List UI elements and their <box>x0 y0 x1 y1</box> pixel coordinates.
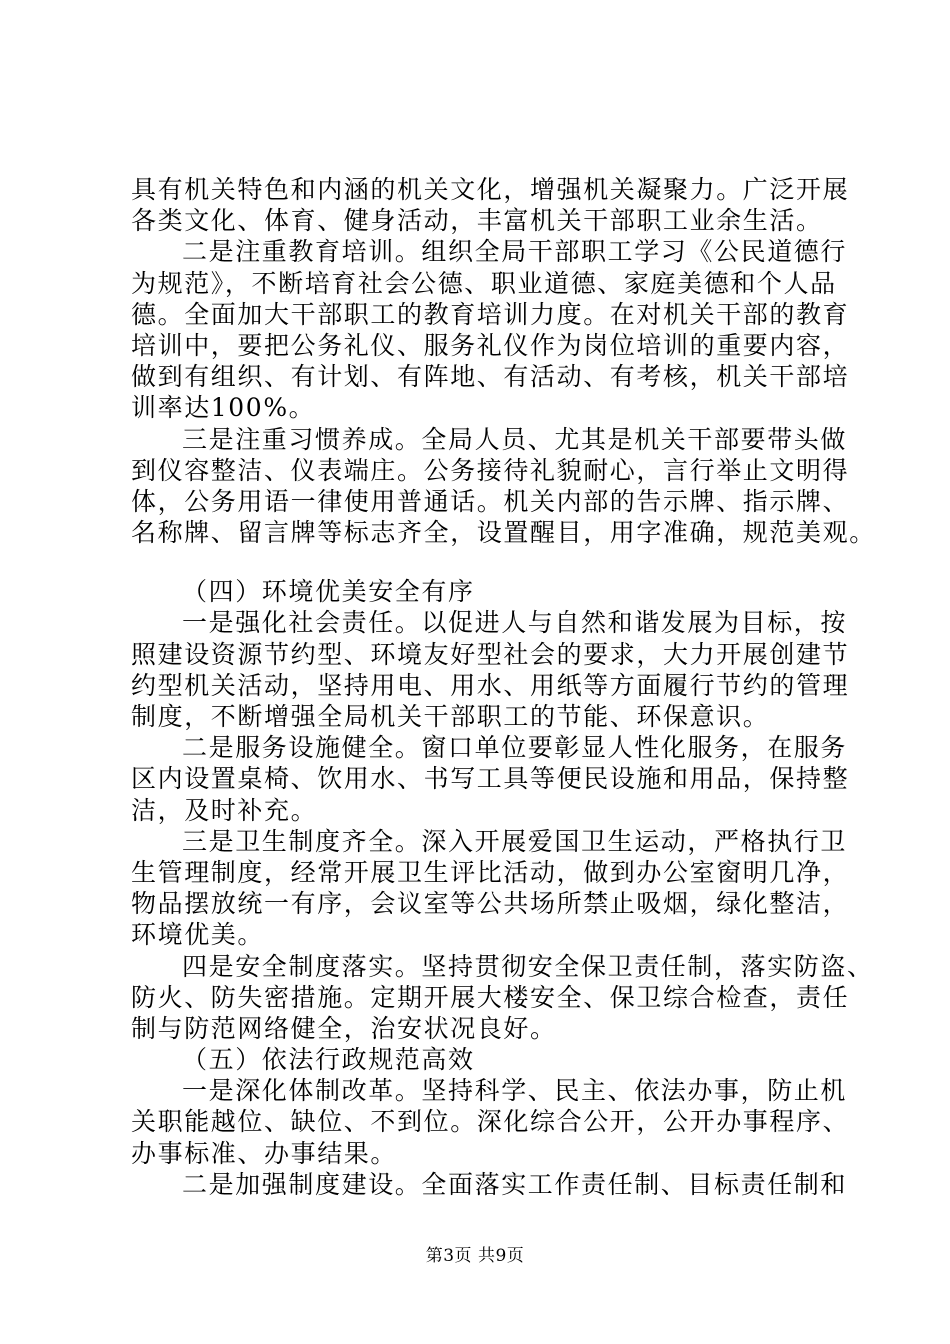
section-heading: （五）依法行政规范高效 <box>182 1045 475 1075</box>
text-line: 环境优美。 <box>131 920 265 950</box>
text-line: 约型机关活动，坚持用电、用水、用纸等方面履行节约的管理 <box>131 670 850 700</box>
text-line: 制度，不断增强全局机关干部职工的节能、环保意识。 <box>131 702 770 731</box>
text-line: 德。全面加大干部职工的教育培训力度。在对机关干部的教育 <box>131 299 850 329</box>
section-heading: （四）环境优美安全有序 <box>182 577 475 607</box>
text-line: 生管理制度，经常开展卫生评比活动，做到办公室窗明几净， <box>131 857 850 887</box>
text-line: 体，公务用语一律使用普通话。机关内部的告示牌、指示牌、 <box>131 486 850 516</box>
text-line: 训率达100%。 <box>131 393 316 423</box>
paragraph-start: 二是注重教育培训。组织全局干部职工学习《公民道德行 <box>182 237 848 267</box>
section-spacer <box>131 548 831 576</box>
text-line: 名称牌、留言牌等标志齐全，设置醒目，用字准确，规范美观。 <box>131 518 876 548</box>
text-line: 防火、防失密措施。定期开展大楼安全、保卫综合检查，责任 <box>131 982 850 1012</box>
paragraph-start: 四是安全制度落实。坚持贯彻安全保卫责任制，落实防盗、 <box>182 951 874 981</box>
text-line: 物品摆放统一有序，会议室等公共场所禁止吸烟，绿化整洁， <box>131 889 850 919</box>
text-line: 办事标准、办事结果。 <box>131 1138 398 1168</box>
text-line: 洁，及时补充。 <box>131 795 318 825</box>
text-line: 照建设资源节约型、环境友好型社会的要求，大力开展创建节 <box>131 639 850 669</box>
paragraph-start: 三是卫生制度齐全。深入开展爱国卫生运动，严格执行卫 <box>182 826 848 856</box>
paragraph-start: 一是强化社会责任。以促进人与自然和谐发展为目标，按 <box>182 608 848 638</box>
text-line: 区内设置桌椅、饮用水、书写工具等便民设施和用品，保持整 <box>131 764 850 794</box>
text-line: 各类文化、体育、健身活动，丰富机关干部职工业余生活。 <box>131 206 823 236</box>
paragraph-start: 三是注重习惯养成。全局人员、尤其是机关干部要带头做 <box>182 424 848 454</box>
document-body <box>131 174 876 1200</box>
paragraph-start: 二是加强制度建设。全面落实工作责任制、目标责任制和 <box>182 1169 848 1199</box>
text-line: 为规范》，不断培育社会公德、职业道德、家庭美德和个人品 <box>131 268 837 298</box>
text-line: 培训中，要把公务礼仪、服务礼仪作为岗位培训的重要内容， <box>131 330 850 360</box>
text-line: 做到有组织、有计划、有阵地、有活动、有考核，机关干部培 <box>131 362 850 392</box>
text-line: 制与防范网络健全，治安状况良好。 <box>131 1013 557 1043</box>
page-footer: 第3页 共9页 <box>425 1246 525 1266</box>
text-line: 到仪容整洁、仪表端庄。公务接待礼貌耐心，言行举止文明得 <box>131 455 850 485</box>
paragraph-start: 二是服务设施健全。窗口单位要彰显人性化服务，在服务 <box>182 733 848 763</box>
text-line: 具有机关特色和内涵的机关文化，增强机关凝聚力。广泛开展 <box>131 175 850 204</box>
paragraph-start: 一是深化体制改革。坚持科学、民主、依法办事，防止机 <box>182 1076 848 1106</box>
text-line: 关职能越位、缺位、不到位。深化综合公开，公开办事程序、 <box>131 1107 850 1137</box>
